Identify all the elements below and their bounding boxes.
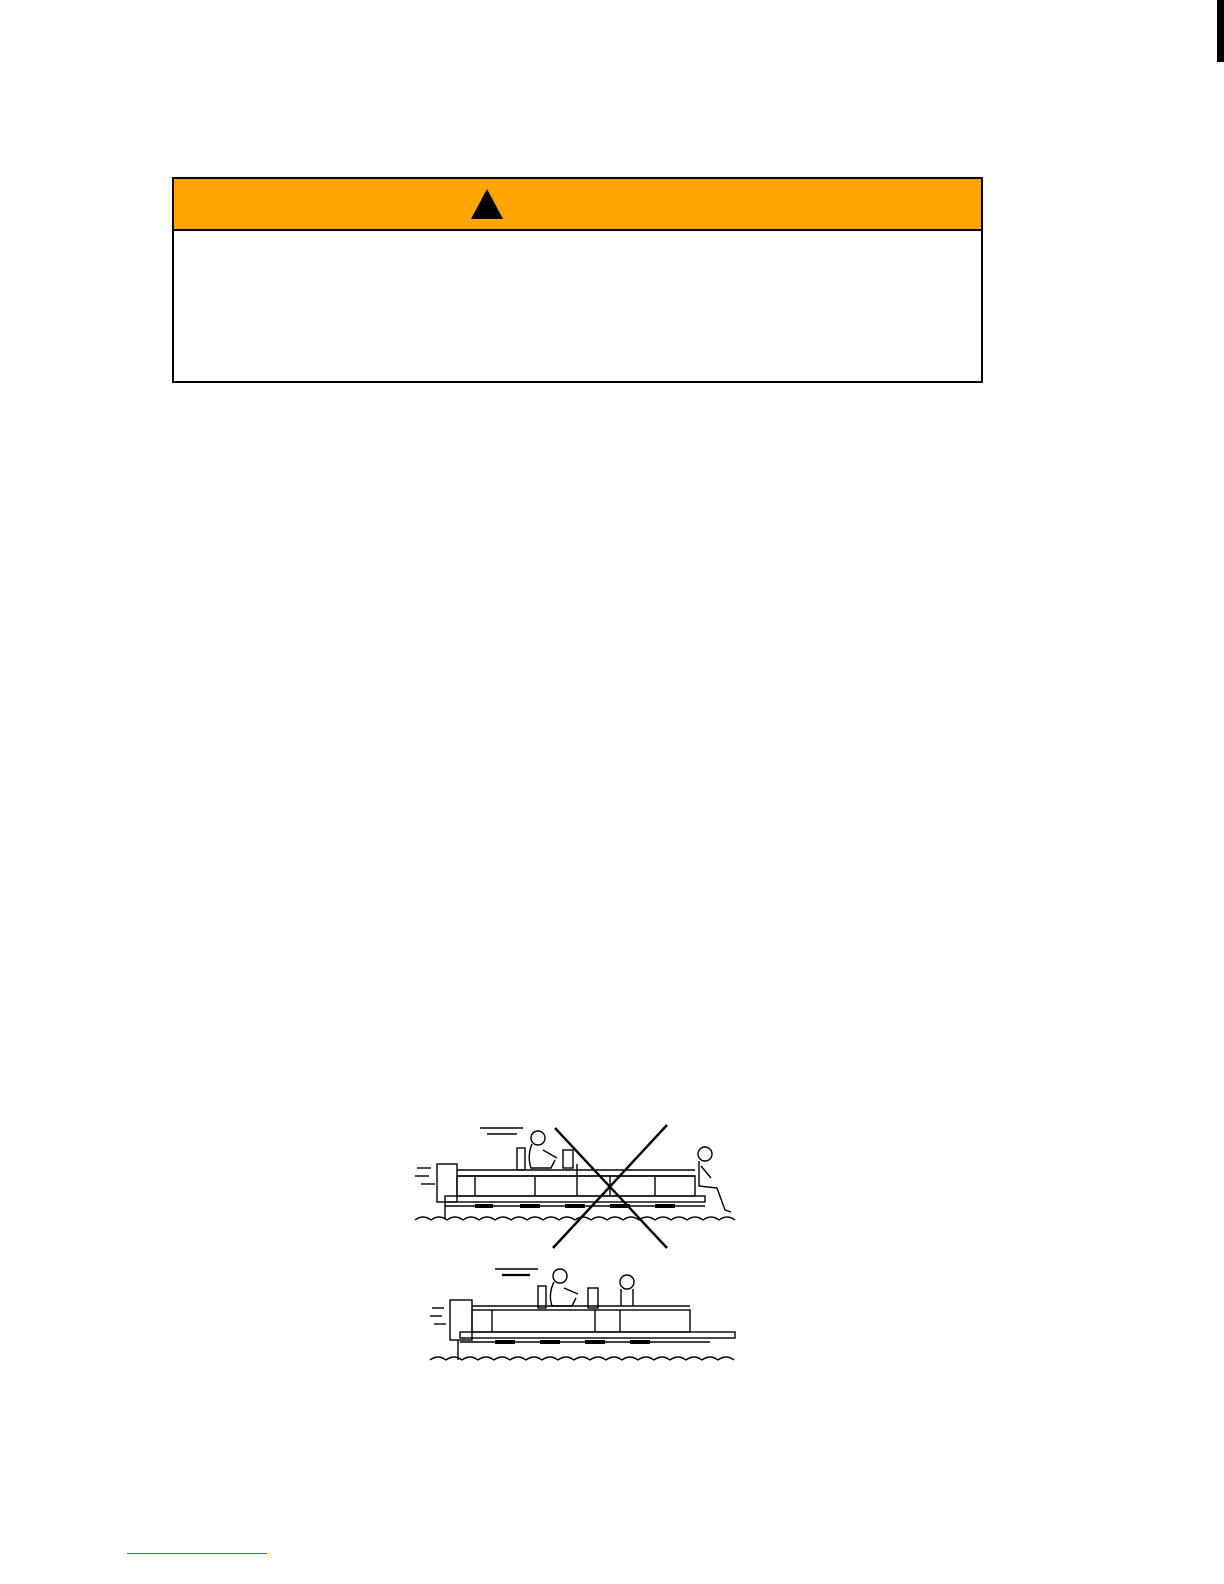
warning-header bbox=[174, 179, 981, 231]
boat-seating-figure bbox=[405, 1120, 755, 1376]
incorrect-seating-illustration bbox=[415, 1125, 735, 1248]
warning-triangle-icon bbox=[470, 188, 504, 220]
page-edge-tab bbox=[1217, 0, 1224, 62]
footnote-rule bbox=[127, 1553, 267, 1554]
warning-body bbox=[174, 231, 981, 381]
correct-seating-illustration bbox=[430, 1269, 735, 1360]
warning-box bbox=[172, 177, 983, 383]
